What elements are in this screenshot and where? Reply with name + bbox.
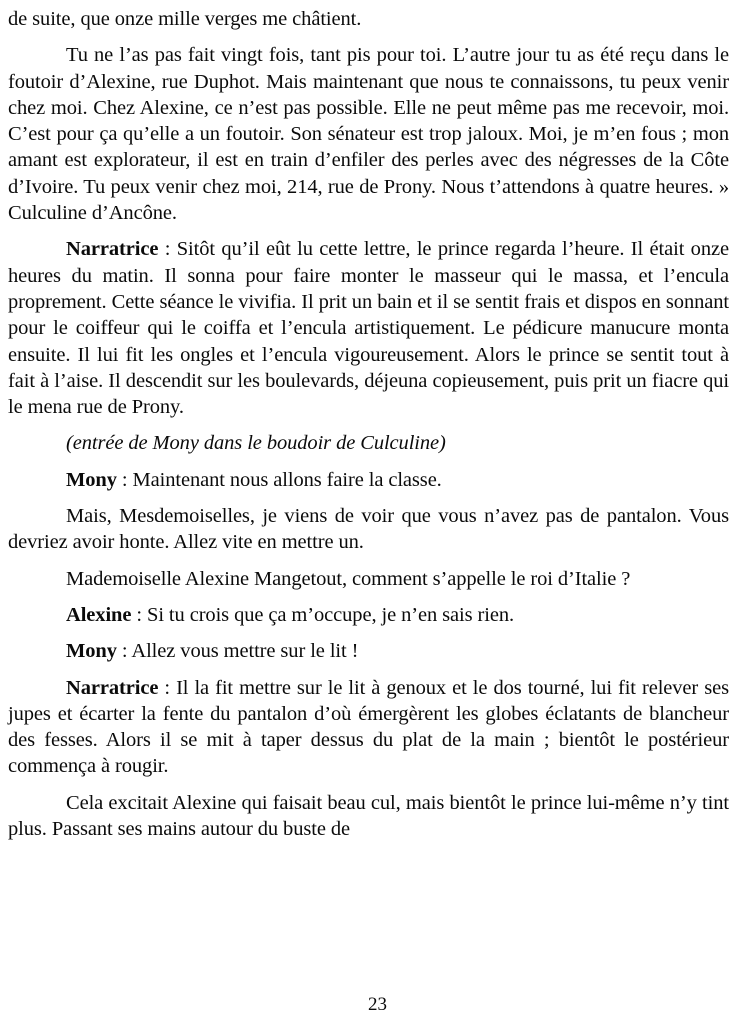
- paragraph-text: de suite, que onze mille verges me châtient.: [8, 8, 362, 30]
- paragraph-continuation: [8, 6, 729, 32]
- paragraph-dialogue: [8, 467, 729, 493]
- speaker-separator: :: [158, 238, 177, 261]
- speaker-separator: :: [116, 468, 133, 491]
- paragraph-dialogue: [8, 602, 729, 628]
- paragraph-text: Si tu crois que ça m’occupe, je n’en sais rien.: [147, 603, 515, 626]
- paragraph-text: Cela excitait Alexine qui faisait beau cul, mais bientôt le prince lui-même n’y tint plus. Passant ses mains autour du buste de: [8, 791, 729, 841]
- speaker-separator: :: [158, 676, 177, 699]
- paragraph: [8, 503, 729, 556]
- paragraph-text: Il la fit mettre sur le lit à genoux et le dos tourné, lui fit relever ses jupes et écarter la fente du pantalon d’où émergèrent les globes éclatants de blancheur des fesses. Alors il se mit à taper dessus du plat de la main ; bientôt le postérieur commença à rougir.: [8, 676, 729, 778]
- paragraph: [8, 42, 729, 226]
- page-text-block: [8, 6, 729, 842]
- paragraph-dialogue: [8, 638, 729, 664]
- paragraph-text: Mademoiselle Alexine Mangetout, comment s’appelle le roi d’Italie ?: [66, 567, 631, 590]
- speaker-name: Narratrice: [66, 238, 159, 261]
- speaker-name: Mony: [66, 640, 117, 663]
- speaker-name: Alexine: [66, 603, 132, 626]
- speaker-name: Mony: [66, 468, 117, 491]
- paragraph-dialogue: [8, 236, 729, 420]
- speaker-separator: :: [131, 603, 148, 626]
- page-number: 23: [368, 994, 387, 1015]
- paragraph-text: Sitôt qu’il eût lu cette lettre, le prince regarda l’heure. Il était onze heures du matin. Il sonna pour faire monter le masseur qui le massa, et l’encula proprement. Cette séance le vivifia. Il prit un bain et il se sentit frais et dispos en sonnant pour le coiffeur qui le coiffa et l’encula artistiquement. Le pédicure manucure monta ensuite. Il lui fit les ongles et l’encula vigoureusement. Alors le prince se sentit tout à fait à l’aise. Il descendit sur les boulevards, déjeuna copieusement, puis prit un fiacre qui le mena rue de Prony.: [8, 238, 729, 419]
- speaker-separator: :: [116, 640, 132, 663]
- stage-direction: [8, 430, 729, 456]
- paragraph-text: Tu ne l’as pas fait vingt fois, tant pis pour toi. L’autre jour tu as été reçu dans le foutoir d’Alexine, rue Duphot. Mais maintenant que nous te connaissons, tu peux venir chez moi. Chez Alexine, ce n’est pas possible. Elle ne peut même pas me recevoir, moi. C’est pour ça qu’elle a un foutoir. Son sénateur est trop jaloux. Moi, je m’en fous ; mon amant est explorateur, il est en train d’enfiler des perles avec des négresses de la Côte d’Ivoire. Tu peux venir chez moi, 214, rue de Prony. Nous t’attendons à quatre heures. » Culculine d’Ancône.: [8, 44, 729, 225]
- paragraph-text: Allez vous mettre sur le lit !: [131, 640, 359, 663]
- speaker-name: Narratrice: [66, 676, 159, 699]
- paragraph: [8, 790, 729, 843]
- paragraph: [8, 566, 729, 592]
- paragraph-text: Mais, Mesdemoiselles, je viens de voir que vous n’avez pas de pantalon. Vous devriez avoir honte. Allez vite en mettre un.: [8, 505, 729, 554]
- paragraph-text: (entrée de Mony dans le boudoir de Culculine): [66, 432, 446, 455]
- paragraph-dialogue: [8, 675, 729, 780]
- paragraph-text: Maintenant nous allons faire la classe.: [132, 468, 442, 491]
